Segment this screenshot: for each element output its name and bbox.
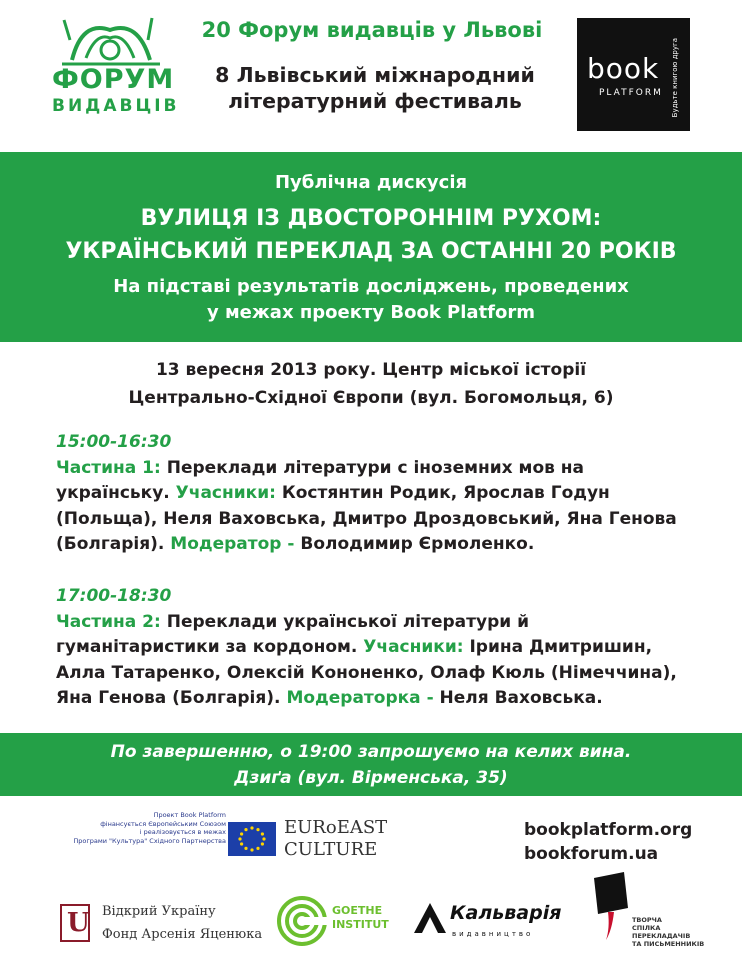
- website-links: [524, 818, 692, 866]
- banner-kicker: Публічна дискусія: [274, 172, 468, 193]
- goethe-text: [332, 904, 412, 932]
- festival-title-line2: літературний фестиваль: [228, 89, 522, 113]
- closing-line2: Дзиґа (вул. Вірменська, 35): [234, 768, 508, 788]
- banner-title-line2: УКРАЇНСЬКИЙ ПЕРЕКЛАД ЗА ОСТАННІ 20 РОКІВ: [65, 239, 677, 264]
- participants-label: Учасники:: [175, 483, 276, 503]
- book-snail-icon: [52, 10, 170, 70]
- eureast-line1: EURoEAST: [284, 817, 388, 838]
- goethe-line1: GOETHE: [332, 904, 383, 917]
- banner-title: [0, 202, 742, 268]
- goethe-institut-logo: [276, 895, 389, 951]
- part-time: 15:00-16:30: [56, 432, 172, 452]
- closing-line1: По завершенню, о 19:00 запрошуємо на келих вина.: [110, 742, 632, 762]
- moderator: Неля Ваховська.: [439, 688, 603, 708]
- program-part-2: [56, 584, 696, 712]
- forum-logo: [52, 10, 180, 118]
- header: [0, 0, 742, 150]
- tspp-line1: ТВОРЧА: [632, 916, 662, 924]
- eureast-line2: CULTURE: [284, 839, 378, 860]
- u-shield-icon: U: [60, 904, 90, 942]
- participants: Костянтин Родик, Ярослав Годун (Польща), Неля Ваховська, Дмитро Дроздовський, Яна Генова (Болгарія).: [56, 483, 677, 554]
- forum-title: 20 Форум видавців у Львові: [201, 18, 543, 42]
- banner-subtitle-line1: На підставі результатів досліджень, проведених: [113, 276, 629, 297]
- eureast-culture-logo: [284, 817, 387, 861]
- part-topic: Переклади літератури с іноземних мов на українську.: [56, 457, 585, 503]
- part-label: Частина 2:: [56, 611, 161, 632]
- event-date-line1: 13 вересня 2013 року. Центр міської історії: [155, 360, 587, 380]
- part-topic: Переклади української літератури й гуманітаристики за кордоном.: [56, 611, 529, 657]
- funding-note-line2: фінансується Європейським Союзом: [100, 819, 226, 828]
- program-part-1: [56, 430, 696, 558]
- moderator: Володимир Єрмоленко.: [300, 534, 535, 554]
- participants-label: Учасники:: [363, 637, 464, 657]
- funding-note: [54, 811, 226, 845]
- title-banner: [0, 152, 742, 342]
- tspp-line4: ТА ПИСЬМЕННИКІВ: [632, 940, 705, 948]
- forum-logo-subtitle: ВИДАВЦІВ: [52, 96, 180, 116]
- kalvaria-name: Кальварія: [450, 902, 562, 924]
- tspp-line3: ПЕРЕКЛАДАЧІВ: [632, 932, 691, 940]
- funding-note-line3: і реалізовується в межах: [139, 828, 226, 836]
- festival-title: [190, 62, 560, 114]
- part-label: Частина 1:: [56, 457, 161, 478]
- book-platform-logo: [577, 18, 690, 131]
- kalvaria-sub: видавництво: [452, 930, 534, 938]
- book-drop-icon: [588, 868, 636, 948]
- funding-note-line4: Програми "Культура" Східного Партнерства: [73, 836, 226, 845]
- vu-line1: Відкрий Україну: [102, 904, 216, 919]
- festival-title-line1: 8 Львівський міжнародний: [215, 63, 535, 87]
- mountain-icon: [412, 897, 448, 937]
- closing-banner: [0, 733, 742, 796]
- event-date-venue: [60, 356, 682, 412]
- url-bookforum[interactable]: bookforum.ua: [524, 844, 659, 864]
- banner-title-line1: ВУЛИЦЯ ІЗ ДВОСТОРОННІМ РУХОМ:: [140, 206, 602, 231]
- participants: Ірина Дмитришин, Алла Татаренко, Олексій Кононенко, Олаф Кюль (Німеччина), Яна Генова (Болгарія).: [56, 637, 677, 708]
- part-time: 17:00-18:30: [56, 586, 172, 606]
- banner-subtitle: [0, 274, 742, 326]
- book-platform-logo-sub: PLATFORM: [599, 88, 663, 98]
- banner-subtitle-line2: у межах проекту Book Platform: [206, 302, 536, 323]
- part-text: [56, 610, 696, 712]
- goethe-line2: INSTITUT: [332, 918, 389, 931]
- eu-flag-icon: [228, 822, 276, 856]
- event-date-line2: Центрально-Східної Європи (вул. Богомольця, 6): [128, 388, 614, 408]
- book-platform-logo-side: Будьте книгою друга: [671, 38, 679, 118]
- tspp-logo: [588, 868, 728, 958]
- kalvaria-logo: [412, 897, 572, 945]
- funding-note-line1: Проект Book Platform: [153, 811, 226, 819]
- url-bookplatform[interactable]: bookplatform.org: [524, 820, 693, 840]
- moderator-label: Модератор -: [170, 534, 295, 554]
- tspp-line2: СПІЛКА: [632, 924, 661, 932]
- part-text: [56, 456, 696, 558]
- goethe-spiral-icon: [276, 895, 328, 947]
- tspp-text: [632, 916, 722, 948]
- moderator-label: Модераторка -: [286, 688, 434, 708]
- forum-logo-title: ФОРУМ: [52, 64, 175, 95]
- vu-line2: Фонд Арсенія Яценюка: [102, 927, 263, 942]
- book-platform-logo-word: book: [587, 52, 660, 85]
